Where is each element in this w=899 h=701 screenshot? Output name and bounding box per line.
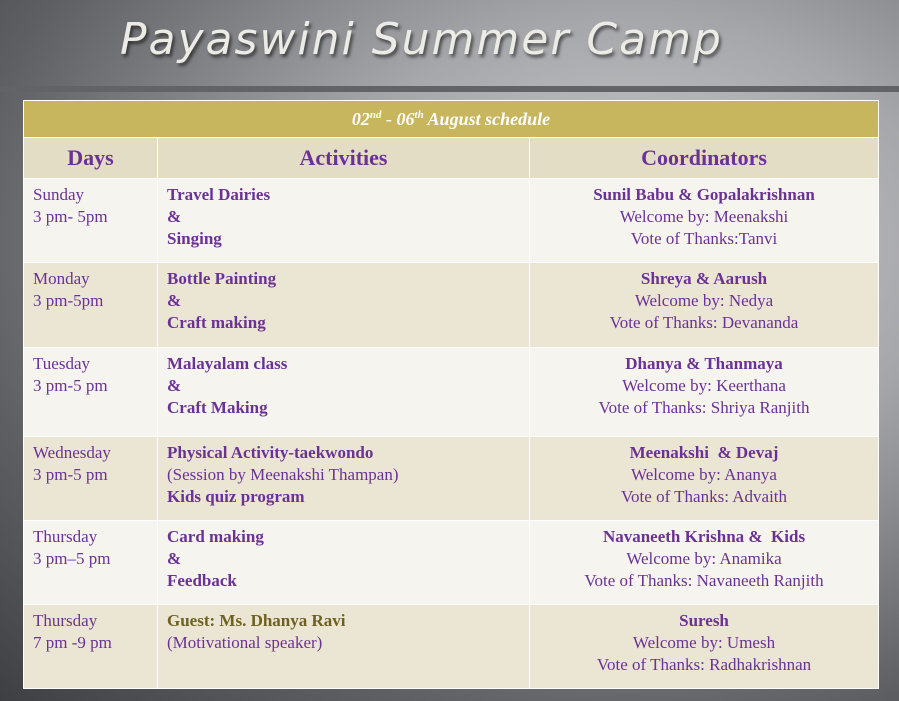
schedule-header-text: August schedule bbox=[423, 108, 551, 129]
coordinators-cell bbox=[530, 348, 879, 437]
activities-cell bbox=[158, 521, 530, 605]
table-row bbox=[24, 179, 879, 263]
welcome-by: Welcome by: Meenakshi bbox=[619, 207, 789, 226]
activity-line: Guest: Ms. Dhanya Ravi bbox=[167, 611, 346, 630]
activity-line: Craft making bbox=[167, 313, 266, 332]
day-cell bbox=[24, 179, 158, 263]
welcome-by: Welcome by: Keerthana bbox=[622, 376, 786, 395]
page-title: Payaswini Summer Camp bbox=[120, 14, 723, 65]
coordinator-names: Sunil Babu & Gopalakrishnan bbox=[593, 185, 815, 204]
table-row bbox=[24, 348, 879, 437]
activity-line: Singing bbox=[167, 229, 222, 248]
column-header-row bbox=[24, 138, 879, 179]
column-header-coordinators: Coordinators bbox=[530, 138, 879, 179]
vote-of-thanks: Vote of Thanks: Devananda bbox=[609, 313, 799, 332]
activity-line: Malayalam class bbox=[167, 354, 288, 373]
activities-cell bbox=[158, 179, 530, 263]
coordinator-names: Shreya & Aarush bbox=[640, 269, 768, 288]
time-slot: 3 pm-5 pm bbox=[33, 465, 108, 484]
activity-line: Craft Making bbox=[167, 398, 268, 417]
coordinators-cell bbox=[530, 437, 879, 521]
day-name: Thursday bbox=[33, 611, 98, 630]
activity-line: Kids quiz program bbox=[167, 487, 305, 506]
vote-of-thanks: Vote of Thanks: Advaith bbox=[620, 487, 788, 506]
activities-cell bbox=[158, 263, 530, 348]
schedule-rows bbox=[24, 179, 879, 689]
column-header-activities: Activities bbox=[158, 138, 530, 179]
activities-cell bbox=[158, 348, 530, 437]
table-row bbox=[24, 437, 879, 521]
activity-line: & bbox=[167, 291, 182, 310]
coordinator-names: Suresh bbox=[679, 611, 729, 630]
time-slot: 3 pm-5 pm bbox=[33, 376, 108, 395]
activities-cell bbox=[158, 437, 530, 521]
activity-line: (Motivational speaker) bbox=[167, 633, 323, 652]
activity-line: Card making bbox=[167, 527, 264, 546]
date-separator: - bbox=[381, 108, 397, 129]
coordinator-names: Meenakshi & Devaj bbox=[629, 443, 779, 462]
activity-line: Travel Dairies bbox=[167, 185, 271, 204]
day-cell bbox=[24, 437, 158, 521]
coordinators-cell bbox=[530, 605, 879, 689]
day-cell bbox=[24, 521, 158, 605]
activity-line: & bbox=[167, 549, 182, 568]
activities-cell bbox=[158, 605, 530, 689]
coordinators-cell bbox=[530, 521, 879, 605]
time-slot: 3 pm-5pm bbox=[33, 291, 104, 310]
activity-line: Feedback bbox=[167, 571, 237, 590]
end-date: 06 bbox=[396, 108, 415, 129]
welcome-by: Welcome by: Ananya bbox=[631, 465, 777, 484]
table-row bbox=[24, 263, 879, 348]
welcome-by: Welcome by: Nedya bbox=[634, 291, 774, 310]
table-row bbox=[24, 521, 879, 605]
activity-line: (Session by Meenakshi Thampan) bbox=[167, 465, 399, 484]
day-cell bbox=[24, 605, 158, 689]
day-name: Sunday bbox=[33, 185, 84, 204]
coordinator-names: Navaneeth Krishna & Kids bbox=[602, 527, 806, 546]
welcome-by: Welcome by: Umesh bbox=[632, 633, 776, 652]
activity-line: & bbox=[167, 376, 182, 395]
table-row bbox=[24, 605, 879, 689]
welcome-by: Welcome by: Anamika bbox=[626, 549, 782, 568]
activity-line: Bottle Painting bbox=[167, 269, 277, 288]
time-slot: 3 pm- 5pm bbox=[33, 207, 108, 226]
day-cell bbox=[24, 348, 158, 437]
end-date-suffix: th bbox=[414, 108, 424, 121]
vote-of-thanks: Vote of Thanks: Radhakrishnan bbox=[596, 655, 812, 674]
time-slot: 7 pm -9 pm bbox=[33, 633, 112, 652]
start-date: 02 bbox=[351, 108, 370, 129]
schedule-header bbox=[24, 101, 879, 138]
coordinators-cell bbox=[530, 179, 879, 263]
day-cell bbox=[24, 263, 158, 348]
activity-line: Physical Activity-taekwondo bbox=[167, 443, 374, 462]
activity-line: & bbox=[167, 207, 182, 226]
coordinators-cell bbox=[530, 263, 879, 348]
day-name: Monday bbox=[33, 269, 90, 288]
start-date-suffix: nd bbox=[369, 108, 382, 121]
vote-of-thanks: Vote of Thanks: Navaneeth Ranjith bbox=[584, 571, 824, 590]
day-name: Wednesday bbox=[33, 443, 111, 462]
schedule-header-row bbox=[24, 101, 879, 138]
vote-of-thanks: Vote of Thanks:Tanvi bbox=[630, 229, 778, 248]
schedule-table bbox=[23, 100, 879, 689]
day-name: Thursday bbox=[33, 527, 98, 546]
coordinator-names: Dhanya & Thanmaya bbox=[625, 354, 783, 373]
day-name: Tuesday bbox=[33, 354, 90, 373]
time-slot: 3 pm–5 pm bbox=[33, 549, 111, 568]
decorative-rule bbox=[0, 86, 899, 92]
vote-of-thanks: Vote of Thanks: Shriya Ranjith bbox=[598, 398, 810, 417]
column-header-days: Days bbox=[24, 138, 158, 179]
